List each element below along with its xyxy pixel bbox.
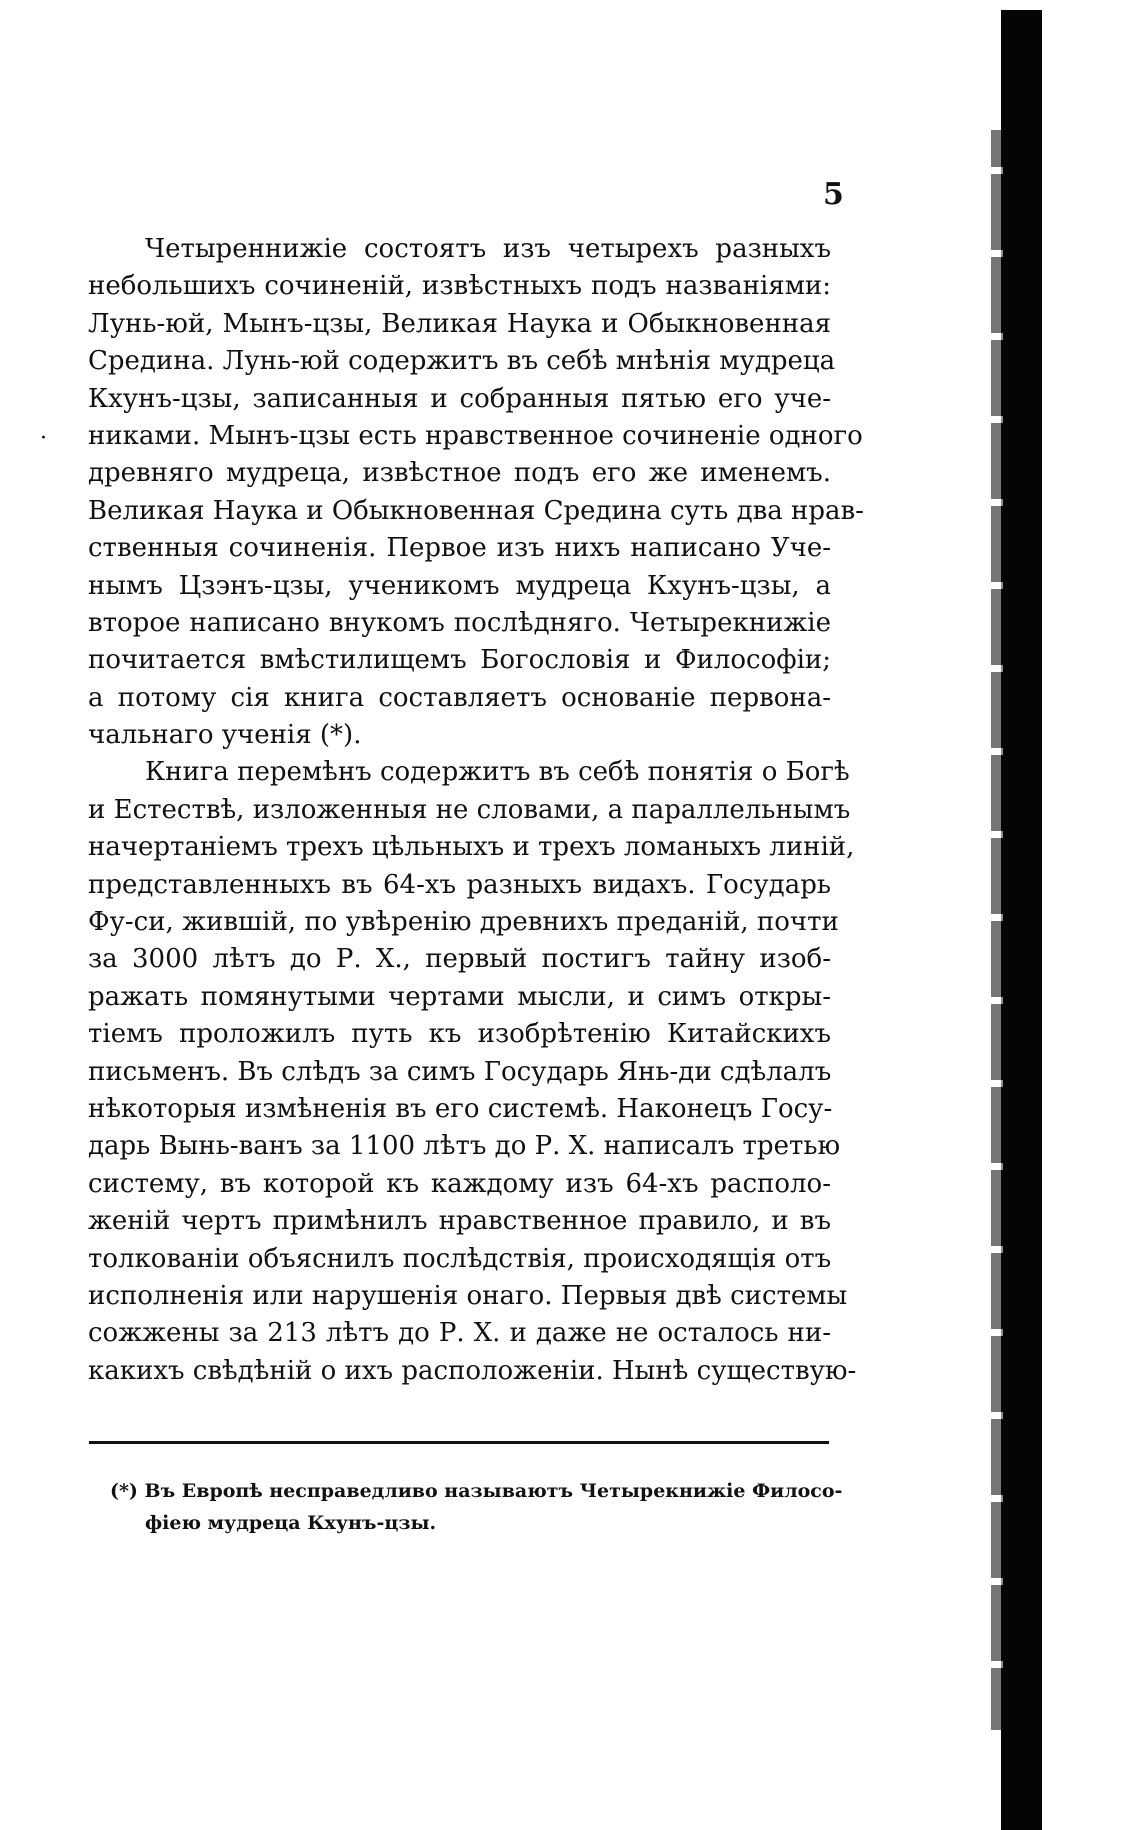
text-line: представленныхъ въ 64-хъ разныхъ видахъ. Государь [88,869,831,900]
text-line: Лунь-юй, Мынъ-цзы, Великая Наука и Обыкновенная [88,308,831,339]
text-line: дарь Вынь-ванъ за 1100 лѣтъ до Р. Х. написалъ третью [88,1131,841,1162]
text-line: нымъ Цзэнъ-цзы, ученикомъ мудреца Кхунъ-цзы, а [88,570,831,601]
text-line: ражать помянутыми чертами мысли, и симъ откры- [88,981,831,1012]
text-line: Великая Наука и Обыкновенная Средина суть два нрав- [88,495,864,526]
text-line: никами. Мынъ-цзы есть нравственное сочиненіе одного [88,420,863,451]
text-line: Кхунъ-цзы, записанныя и собранныя пятью его уче- [88,383,831,414]
text-line: какихъ свѣдѣній о ихъ расположеніи. Нынѣ существую- [88,1355,857,1386]
text-line: Средина. Лунь-юй содержитъ въ себѣ мнѣнія мудреца [88,346,836,377]
footnote [110,1475,843,1539]
text-line: женій чертъ примѣнилъ нравственное правило, и въ [88,1206,831,1237]
text-line: сожжены за 213 лѣтъ до Р. Х. и даже не осталось ни- [88,1318,831,1349]
text-line: небольшихъ сочиненій, извѣстныхъ подъ названіями: [88,271,831,302]
text-line: за 3000 лѣтъ до Р. Х., первый постигъ тайну изоб- [88,944,831,975]
margin-mark: · [40,426,47,451]
text-line: нѣкоторыя измѣненія въ его системѣ. Наконецъ Госу- [88,1093,833,1124]
text-line: древняго мудреца, извѣстное подъ его же именемъ. [88,458,831,489]
text-line: а потому сія книга составляетъ основаніе первона- [88,682,831,713]
page-number: 5 [823,177,844,212]
text-line: систему, въ которой къ каждому изъ 64-хъ располо- [88,1168,831,1199]
text-line: письменъ. Въ слѣдъ за симъ Государь Янь-ди сдѣлалъ [88,1056,832,1087]
text-line: начертаніемъ трехъ цѣльныхъ и трехъ ломаныхъ линій, [88,832,855,863]
text-line: чальнаго ученія (*). [88,720,362,751]
text-line: Четыреннижіе состоятъ изъ четырехъ разныхъ [145,234,831,264]
footnote-line: (*) Въ Европѣ несправедливо называютъ Четырекнижіе Филосо- [110,1480,843,1502]
text-line: Книга перемѣнъ содержитъ въ себѣ понятія о Богѣ [145,757,850,788]
main-text [88,231,864,1390]
text-line: второе написано внукомъ послѣдняго. Четырекнижіе [88,607,831,638]
text-line: исполненія или нарушенія онаго. Первыя двѣ системы [88,1280,848,1311]
text-line: Фу-си, жившій, по увѣренію древнихъ преданій, почти [88,907,839,938]
text-line: толкованіи объяснилъ послѣдствія, происходящія отъ [88,1243,832,1274]
text-line: тіемъ проложилъ путь къ изобрѣтенію Китайскихъ [88,1019,831,1050]
footnote-divider [89,1441,829,1444]
text-line: почитается вмѣстилищемъ Богословія и Философіи; [88,645,831,676]
scan-edge-bar [1001,10,1042,1830]
footnote-line: фіею мудреца Кхунъ-цзы. [145,1512,437,1534]
text-line: и Естествѣ, изложенныя не словами, а параллельнымъ [88,794,851,825]
text-line: ственныя сочиненія. Первое изъ нихъ написано Уче- [88,533,831,564]
